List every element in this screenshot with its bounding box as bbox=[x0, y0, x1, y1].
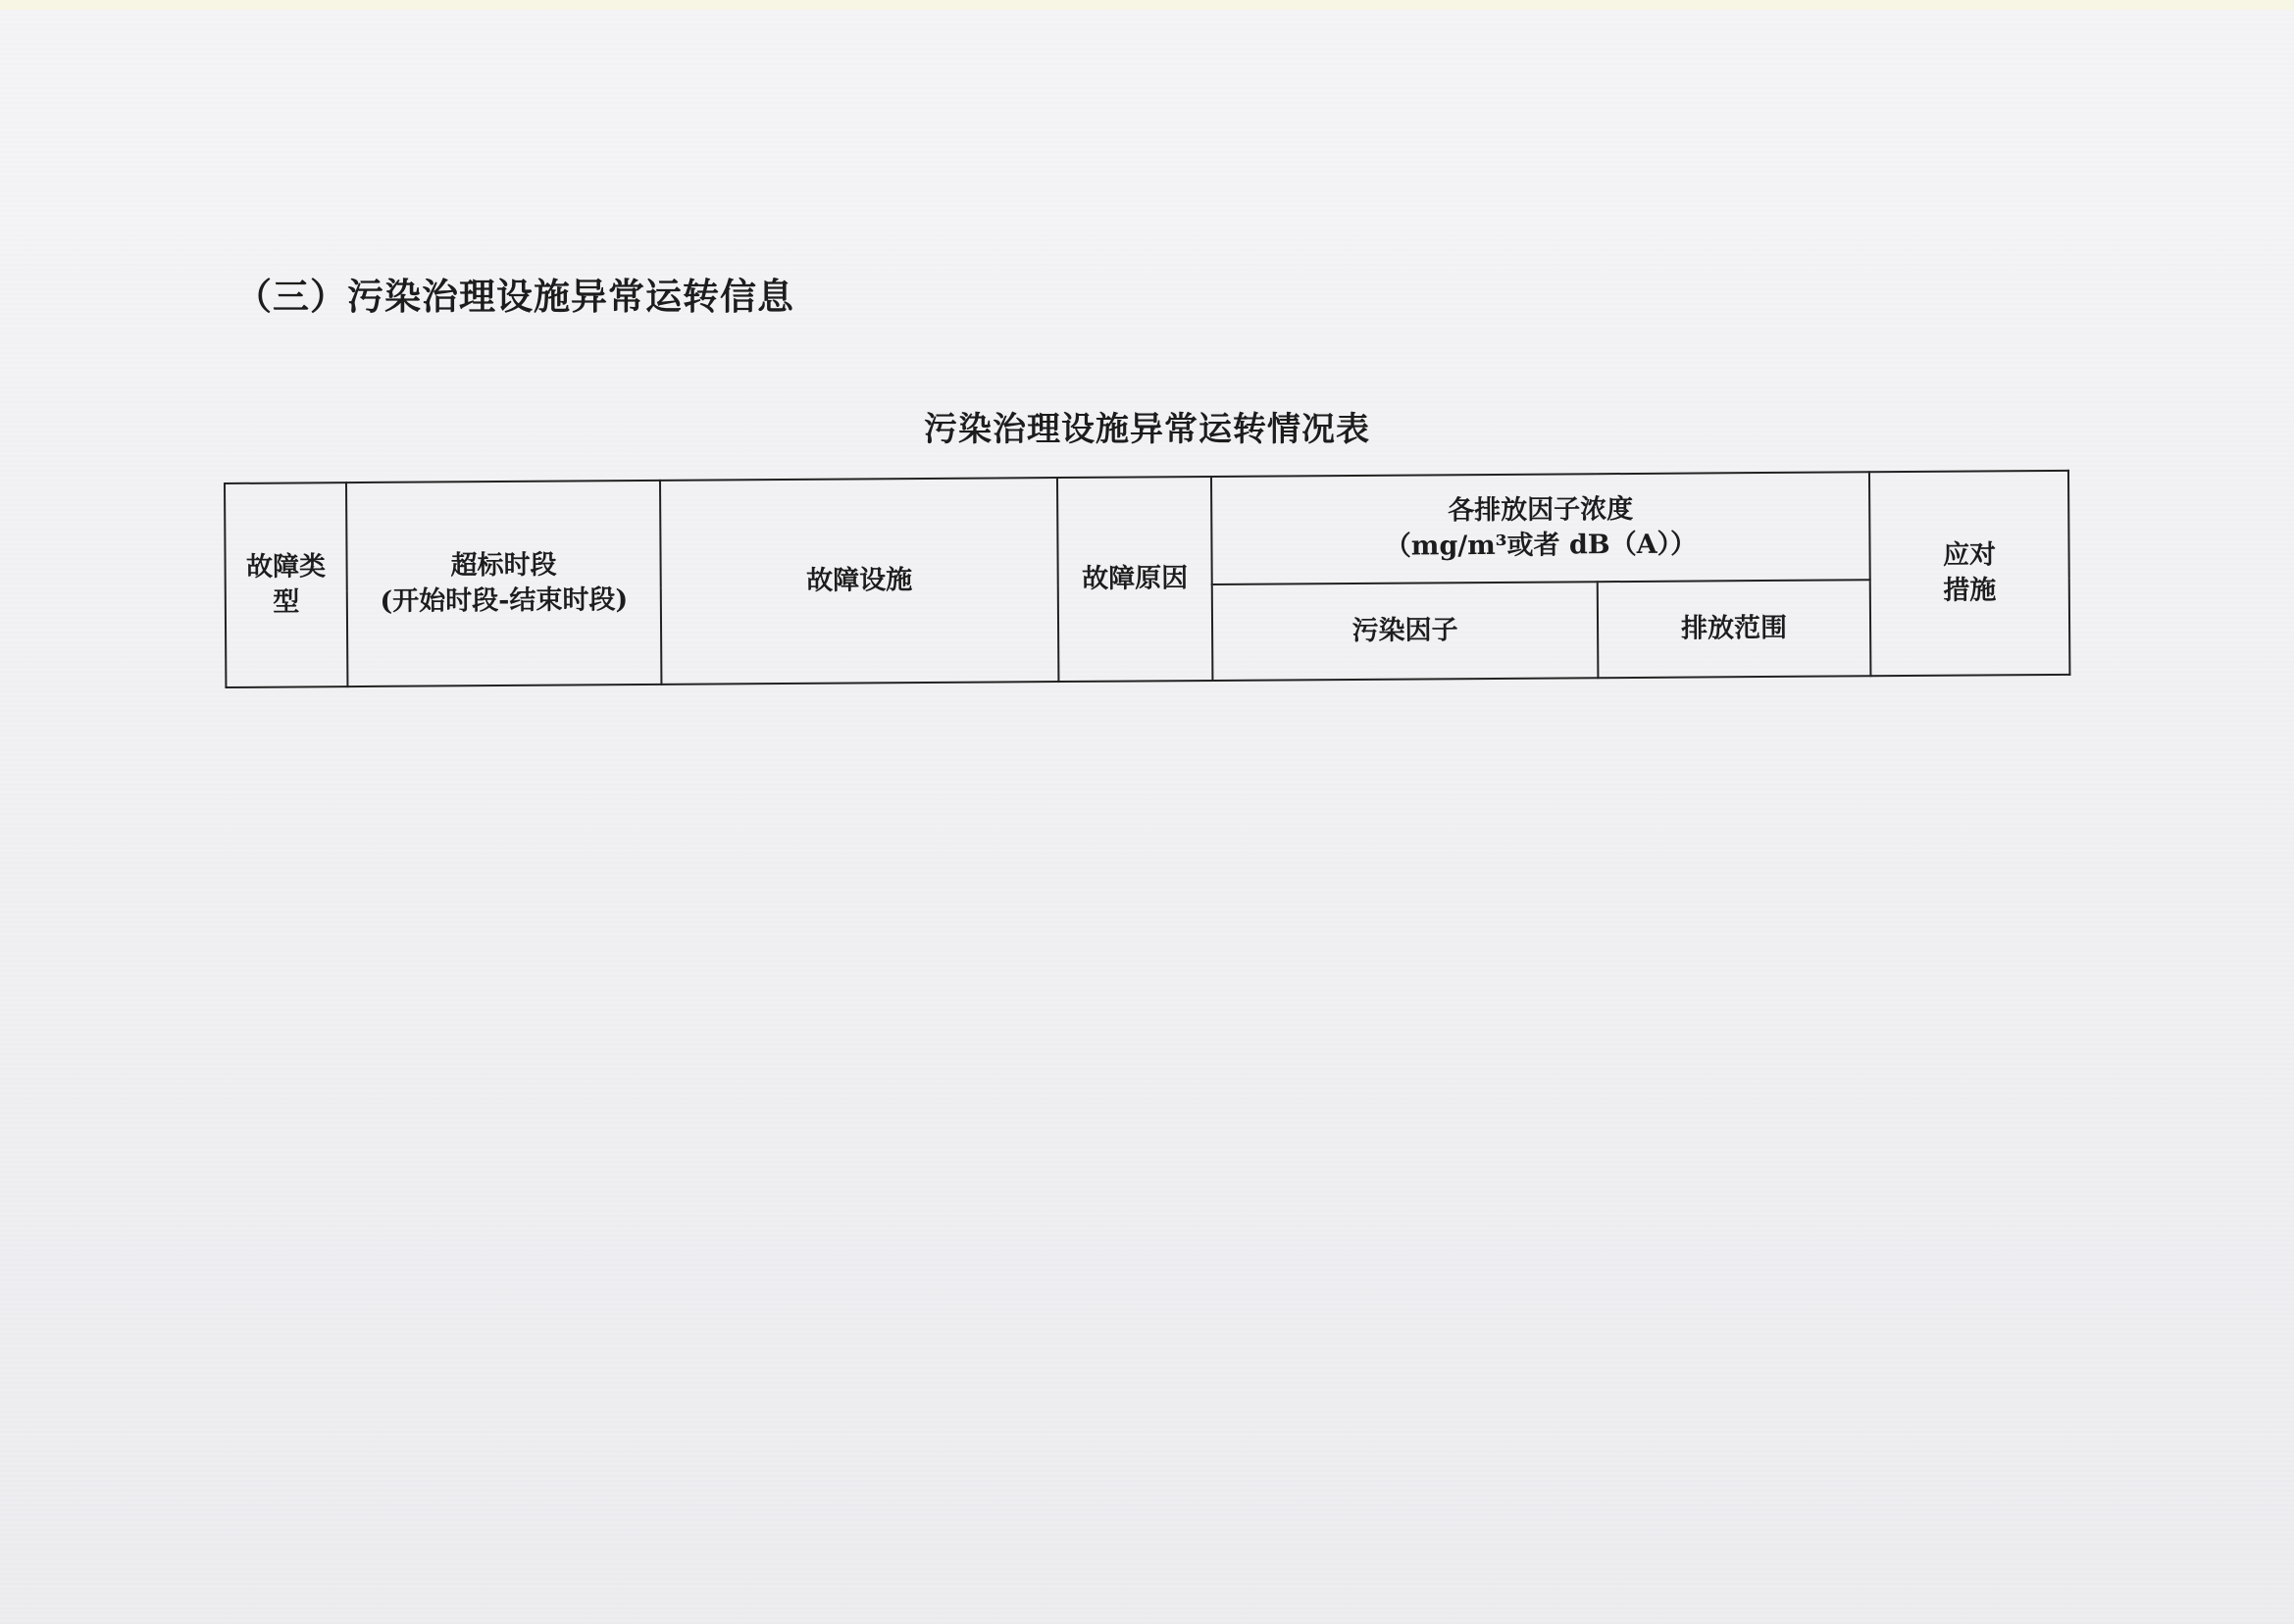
table-header-row bbox=[225, 471, 2069, 591]
header-period-line1: 超标时段 bbox=[450, 549, 557, 581]
table-container bbox=[224, 470, 2070, 688]
section-heading: （三）污染治理设施异常运转信息 bbox=[235, 275, 794, 318]
subheader-range: 排放范围 bbox=[1598, 580, 1871, 678]
header-measures-line1: 应对 bbox=[1942, 538, 1997, 571]
header-measures-line2: 措施 bbox=[1943, 575, 1997, 606]
header-concentration-line2: （mg/m³或者 dB（A）） bbox=[1384, 529, 1698, 562]
header-reason: 故障原因 bbox=[1057, 477, 1212, 682]
header-fault-type-line1: 故障类 bbox=[245, 550, 327, 583]
header-fault-type bbox=[225, 482, 347, 687]
abnormal-operation-table bbox=[224, 470, 2070, 688]
subheader-pollutant: 污染因子 bbox=[1212, 582, 1599, 681]
table-title: 污染治理设施异常运转情况表 bbox=[924, 410, 1370, 449]
header-facility: 故障设施 bbox=[660, 478, 1058, 685]
scan-top-edge bbox=[0, 0, 2294, 10]
header-measures bbox=[1869, 471, 2069, 676]
header-period bbox=[346, 481, 661, 686]
header-period-line2: (开始时段-结束时段) bbox=[380, 584, 629, 617]
header-concentration-line1: 各排放因子浓度 bbox=[1448, 493, 1634, 526]
header-fault-type-line2: 型 bbox=[273, 586, 300, 618]
header-concentration bbox=[1211, 472, 1870, 584]
